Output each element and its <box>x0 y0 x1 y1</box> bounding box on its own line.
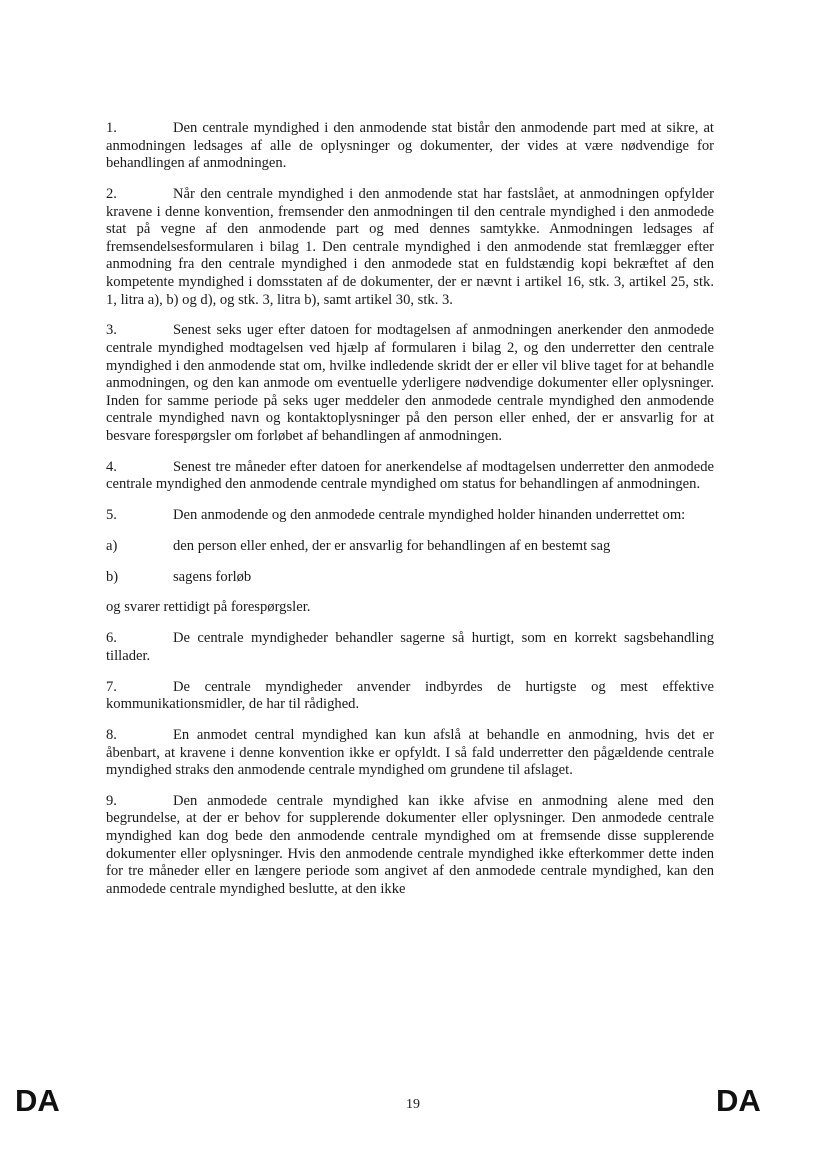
paragraph-text: Den anmodende og den anmodede centrale myndighed holder hinanden underrettet om: <box>173 507 686 524</box>
paragraph-number: 2. <box>106 185 117 202</box>
language-code-left: DA <box>15 1083 60 1118</box>
paragraph-number: 1. <box>106 120 117 136</box>
paragraph-4 <box>106 459 714 494</box>
list-item-text: den person eller enhed, der er ansvarlig for behandlingen af en bestemt sag <box>173 537 611 554</box>
list-item-label: b) <box>106 568 119 585</box>
paragraph-number: 6. <box>106 630 117 647</box>
page-number: 19 <box>406 1097 420 1112</box>
list-tail-text: og svarer rettidigt på forespørgsler. <box>106 599 311 616</box>
paragraph-text: De centrale myndigheder behandler sagerne så hurtigt, som en korrekt sagsbehandling tillader. <box>106 630 714 664</box>
paragraph-5 <box>106 507 714 525</box>
list-item-label: a) <box>106 537 118 554</box>
paragraph-number: 9. <box>106 792 117 809</box>
paragraph-text: De centrale myndigheder anvender indbyrdes de hurtigste og mest effektive kommunikationsmidler, de har til rådighed. <box>106 678 714 713</box>
paragraph-2 <box>106 186 714 309</box>
paragraph-number: 4. <box>106 458 117 475</box>
paragraph-6 <box>106 630 714 665</box>
paragraph-text: Den centrale myndighed i den anmodende stat bistår den anmodende part med at sikre, at anmodningen ledsages af alle de oplysninger og dokumenter, der vides at være nødvendige for behandlingen af anmodningen. <box>106 120 714 172</box>
paragraph-1 <box>106 120 714 173</box>
list-item <box>106 569 714 587</box>
paragraph-3 <box>106 322 714 445</box>
paragraph-7 <box>106 679 714 714</box>
paragraph-text: Når den centrale myndighed i den anmodende stat har fastslået, at anmodningen opfylder kravene i denne konvention, fremsender den anmodningen til den centrale myndighed i den anmodede stat på vegne af den anmodende part og med dennes samtykke. Anmodningen ledsages af fremsendelsesformularen i bilag 1. Den centrale myndighed i den anmodende stat fremlægger efter anmodning fra den centrale myndighed i den anmodede stat en fuldstændig kopi bekræftet af den kompetente myndighed i domsstaten af de dokumenter, der er nævnt i artikel 16, stk. 3, artikel 25, stk. 1, litra a), b) og d), og stk. 3, litra b), samt artikel 30, stk. 3. <box>106 185 714 308</box>
list-item <box>106 538 714 556</box>
language-code-right: DA <box>716 1083 761 1118</box>
document-body <box>106 120 714 912</box>
paragraph-text: En anmodet central myndighed kan kun afslå at behandle en anmodning, hvis det er åbenbart, at kravene i denne konvention ikke er opfyldt. I så fald underretter den pågældende centrale myndighed straks den anmodende centrale myndighed om grundene til afslaget. <box>106 726 714 779</box>
paragraph-text: Senest seks uger efter datoen for modtagelsen af anmodningen anerkender den anmodede centrale myndighed modtagelsen ved hjælp af formularen i bilag 2, og den underretter den centrale myndighed i den anmodende stat om, hvilke indledende skridt der er eller vil blive taget for at behandle anmodningen, og den kan anmode om eventuelle yderligere nødvendige dokumenter eller oplysninger. Inden for samme periode på seks uger meddeler den anmodede centrale myndighed den anmodende centrale myndighed navn og kontaktoplysninger på den person eller enhed, der er ansvarlig for at besvare forespørgsler om forløbet af behandlingen af anmodningen. <box>106 322 714 444</box>
list-item-text: sagens forløb <box>173 568 252 585</box>
paragraph-8 <box>106 727 714 780</box>
paragraph-text: Senest tre måneder efter datoen for anerkendelse af modtagelsen underretter den anmodede centrale myndighed den anmodende centrale myndighed om status for behandlingen af anmodningen. <box>106 458 714 493</box>
paragraph-number: 7. <box>106 678 117 695</box>
paragraph-9 <box>106 793 714 899</box>
paragraph-number: 5. <box>106 507 117 524</box>
paragraph-text: Den anmodede centrale myndighed kan ikke afvise en anmodning alene med den begrundelse, at der er behov for supplerende dokumenter eller oplysninger. Den anmodede centrale myndighed kan dog bede den anmodende centrale myndighed om at fremsende disse supplerende dokumenter eller oplysninger. Hvis den anmodende centrale myndighed ikke efterkommer dette inden for tre måneder eller en længere periode som angivet af den anmodede centrale myndighed, kan den anmodede centrale myndighed beslutte, at den ikke <box>106 792 714 897</box>
paragraph-number: 3. <box>106 322 117 339</box>
paragraph-number: 8. <box>106 726 117 743</box>
